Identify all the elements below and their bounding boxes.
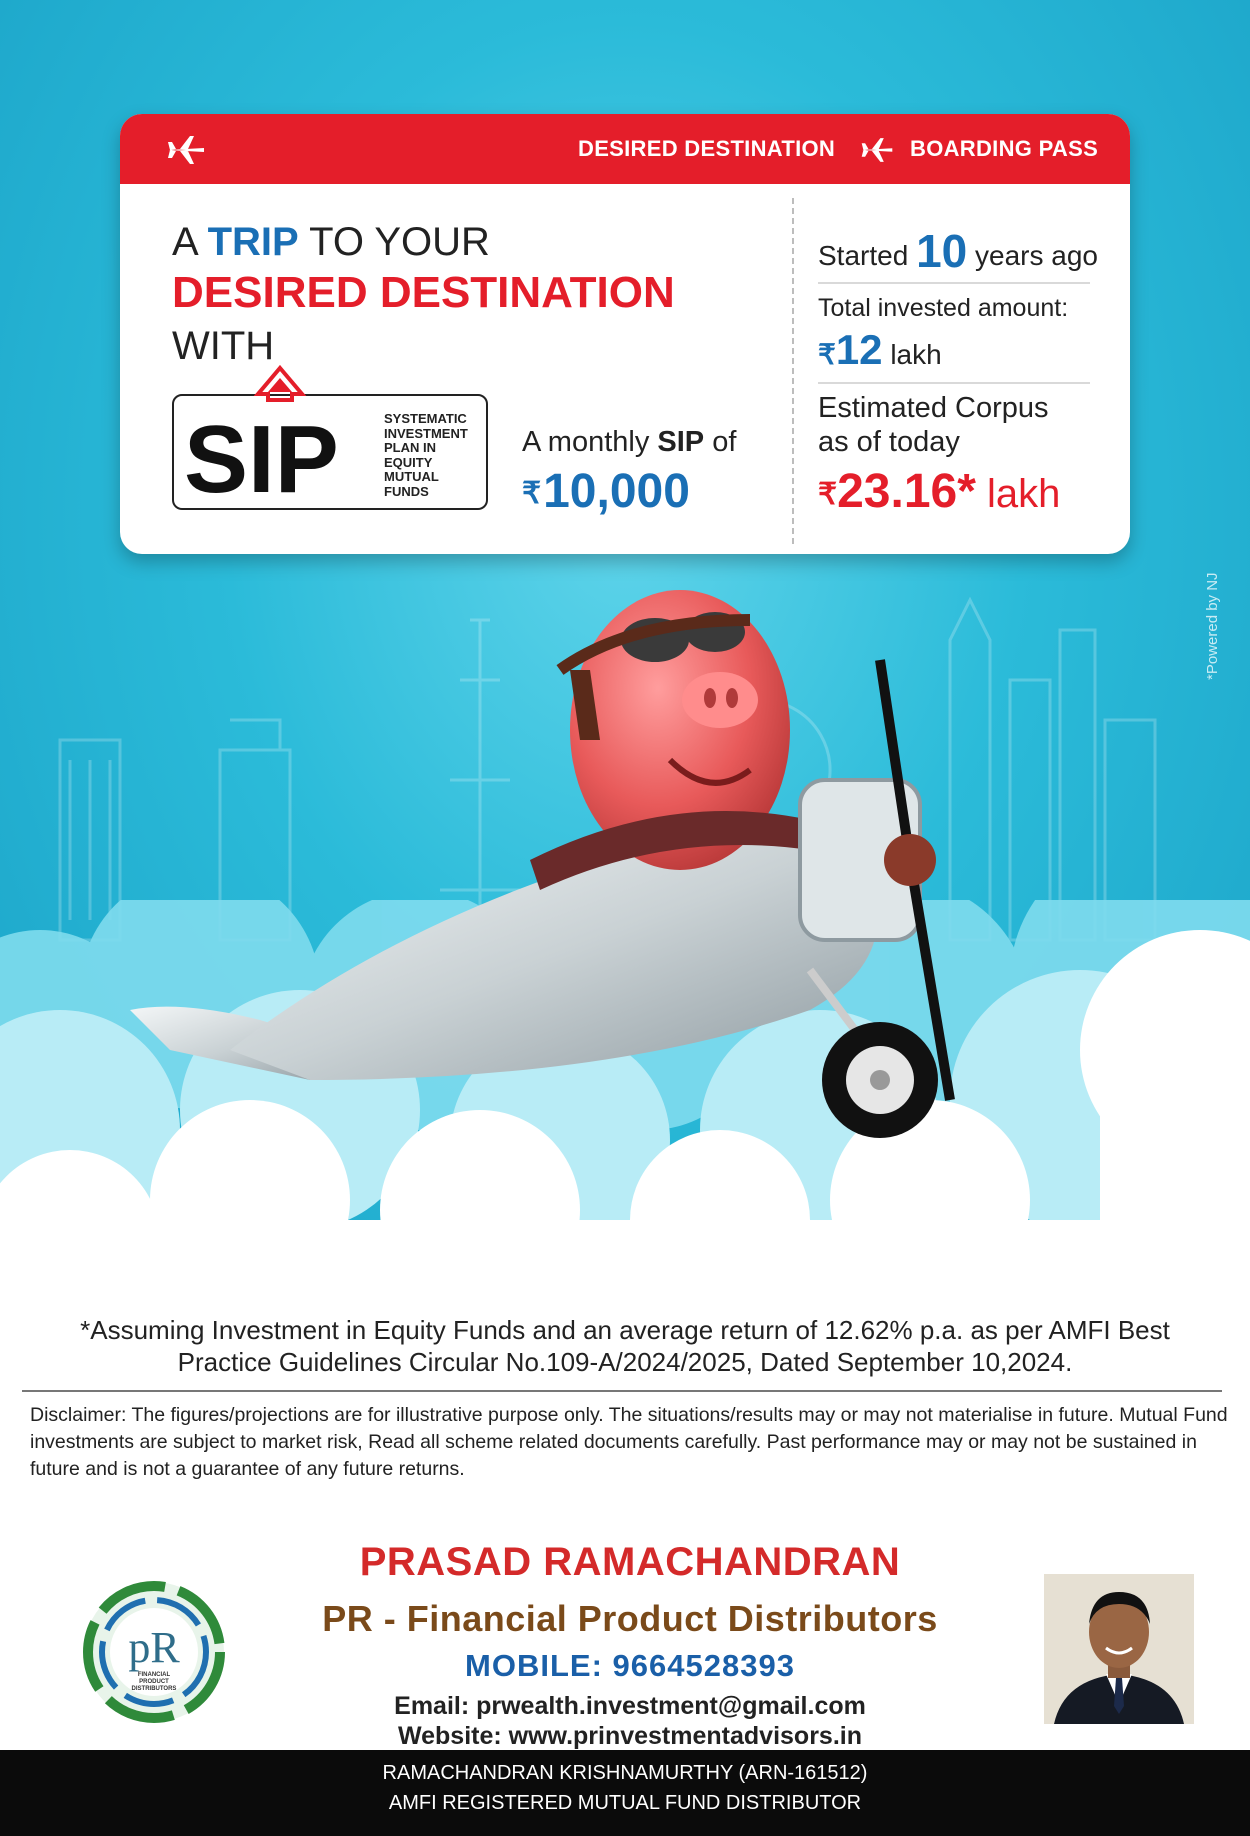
disclaimer-text: Disclaimer: The figures/projections are for illustrative purpose only. The situations/results may or may not materialise in future. Mutual Fund investments are subject to market risk, Read all scheme related documents carefully. Past performance may or may not be sustained in future and is not a guarantee of any future returns.	[30, 1404, 1228, 1480]
started-suffix: years ago	[967, 240, 1098, 271]
monthly-prefix: A monthly	[522, 426, 658, 458]
header-desired-destination: DESIRED DESTINATION	[578, 136, 836, 161]
ticket-divider	[792, 198, 794, 544]
section-divider	[22, 1390, 1222, 1392]
headline-trip: TRIP	[207, 220, 299, 264]
started-years-ago	[818, 224, 1098, 278]
monthly-sip-amount	[522, 464, 690, 519]
header-boarding-pass: BOARDING PASS	[910, 136, 1099, 161]
portrait-image	[1044, 1574, 1194, 1724]
headline-text: A	[172, 220, 208, 264]
svg-text:FINANCIAL: FINANCIAL	[137, 1672, 171, 1678]
started-years-value: 10	[916, 225, 968, 277]
boarding-pass-card	[120, 114, 1130, 554]
svg-text:DISTRIBUTORS: DISTRIBUTORS	[131, 1686, 177, 1692]
corpus-amount: 23.16*	[837, 465, 976, 518]
footer-amfi: AMFI REGISTERED MUTUAL FUND DISTRIBUTOR	[388, 1792, 862, 1814]
rupee-symbol: ₹	[818, 478, 838, 511]
estimated-corpus-value	[818, 464, 1060, 519]
distributor-photo	[1044, 1574, 1194, 1724]
monthly-sip-label	[522, 426, 736, 459]
total-invested-label: Total invested amount:	[818, 294, 1069, 322]
mobile-number[interactable]: MOBILE: 9664528393	[465, 1648, 795, 1683]
corpus-label-line-1: Estimated Corpus	[818, 392, 1049, 424]
corpus-label-line-2: as of today	[818, 426, 960, 458]
headline-text: TO YOUR	[298, 220, 490, 264]
powered-by-label: *Powered by NJ	[1204, 572, 1221, 680]
headline-line-2: DESIRED DESTINATION	[172, 268, 675, 317]
email-address[interactable]: Email: prwealth.investment@gmail.com	[394, 1692, 866, 1720]
card-header	[120, 114, 1130, 184]
total-invested-unit: lakh	[882, 339, 942, 370]
sip-logo-box	[172, 394, 488, 510]
pr-logo	[80, 1578, 228, 1726]
svg-text:pR: pR	[128, 1623, 180, 1672]
svg-text:SIP: SIP	[184, 406, 339, 510]
footer-arn: RAMACHANDRAN KRISHNAMURTHY (ARN-161512)	[382, 1762, 868, 1784]
website-link[interactable]: Website: www.prinvestmentadvisors.in	[397, 1722, 862, 1750]
piggy-airplane-illustration	[110, 580, 1010, 1180]
monthly-amount-value: 10,000	[543, 465, 690, 518]
monthly-sip: SIP	[657, 426, 705, 458]
sip-logo-subtitle: SYSTEMATIC INVESTMENT PLAN IN EQUITY MUTUAL FUNDS	[384, 411, 468, 499]
rupee-symbol: ₹	[522, 477, 542, 510]
total-invested-value	[818, 326, 942, 374]
distributor-name: PRASAD RAMACHANDRAN	[359, 1540, 901, 1584]
rupee-symbol: ₹	[818, 339, 836, 370]
sip-logo	[184, 364, 364, 510]
assumption-note: *Assuming Investment in Equity Funds and an average return of 12.62% p.a. as per AMFI Best Practice Guidelines Circular No.109-A/2024/2025, Dated September 10,2024.	[80, 1315, 1170, 1377]
stats-divider	[818, 382, 1090, 384]
airplane-icon	[166, 132, 206, 168]
monthly-suffix: of	[704, 426, 737, 458]
stats-divider	[818, 282, 1090, 284]
headline-line-1	[172, 220, 490, 265]
started-prefix: Started	[818, 240, 917, 271]
airplane-icon	[860, 133, 894, 167]
headline-line-3: WITH	[172, 324, 275, 368]
total-invested-amount: 12	[835, 326, 883, 373]
company-name: PR - Financial Product Distributors	[322, 1598, 938, 1639]
svg-text:PRODUCT: PRODUCT	[139, 1679, 169, 1685]
corpus-unit: lakh	[975, 472, 1061, 516]
